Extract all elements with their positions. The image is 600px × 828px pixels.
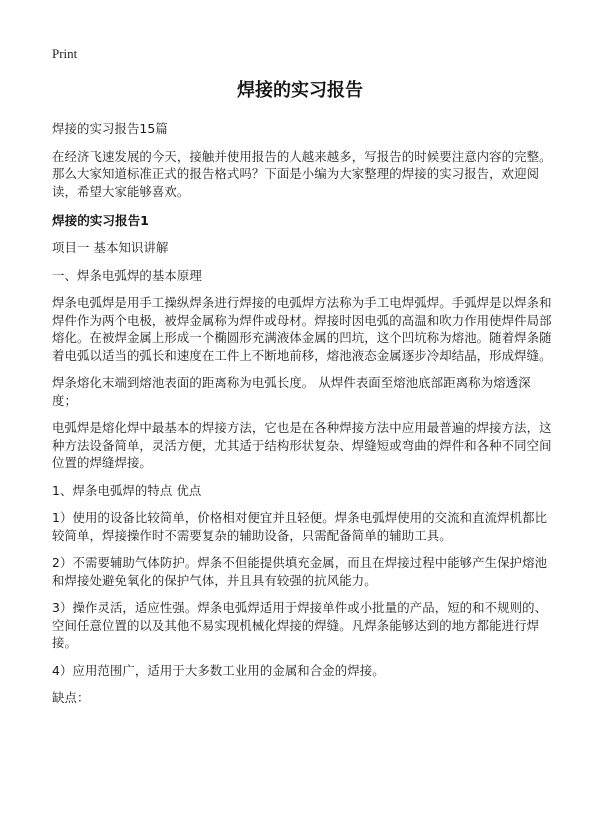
page-title: 焊接的实习报告: [237, 80, 363, 101]
advantage-item: 1）使用的设备比较简单，价格相对便宜并且轻便。焊条电弧焊使用的交流和直流焊机都比较简单，焊接操作时不需要复杂的辅助设备，只需配备简单的辅助工具。: [52, 510, 548, 543]
application-paragraph: 电弧焊是熔化焊中最基本的焊接方法，它也是在各种焊接方法中应用最普遍的焊接方法，这种方法设备简单，灵活方便，尤其适于结构形状复杂、焊缝短或弯曲的焊件和各种不同空间位置的焊缝焊接。: [52, 420, 552, 470]
advantage-item: 2）不需要辅助气体防护。焊条不但能提供填充金属，而且在焊接过程中能够产生保护熔池和焊接处避免氧化的保护气体，并且具有较强的抗风能力。: [52, 555, 548, 588]
arc-length-paragraph: 焊条熔化末端到熔池表面的距离称为电弧长度。 从焊件表面至熔池底部距离称为熔透深度；: [52, 375, 531, 408]
project-line: 项目一 基本知识讲解: [52, 240, 169, 255]
section-heading: 焊接的实习报告1: [52, 213, 149, 228]
print-link[interactable]: Print: [52, 46, 78, 61]
principle-paragraph: 焊条电弧焊是用手工操纵焊条进行焊接的电弧焊方法称为手工电焊弧焊。手弧焊是以焊条和焊件作为两个电极，被焊金属称为焊件或母材。焊接时因电弧的高温和吹力作用使焊件局部熔化。在被焊金属上形成一个椭圆形充满液体金属的凹坑，这个凹坑称为熔池。随着焊条随着电弧以适当的弧长和速度在工件上不断地前移，熔池液态金属逐步冷却结晶，形成焊缝。: [52, 295, 552, 363]
features-heading: 1、焊条电弧焊的特点 优点: [52, 482, 202, 498]
intro-paragraph: 在经济飞速发展的今天，接触并使用报告的人越来越多，写报告的时候要注意内容的完整。那么大家知道标准正式的报告格式吗？下面是小编为大家整理的焊接的实习报告，欢迎阅读，希望大家能够喜欢。: [52, 148, 552, 199]
disadvantages-label: 缺点：: [52, 690, 90, 705]
advantage-item: 4）应用范围广，适用于大多数工业用的金属和合金的焊接。: [52, 662, 385, 678]
principle-heading: 一、焊条电弧焊的基本原理: [52, 267, 202, 283]
document-body: [52, 120, 552, 707]
document-subtitle: 焊接的实习报告15篇: [52, 121, 168, 136]
advantage-item: 3）操作灵活，适应性强。焊条电弧焊适用于焊接单件或小批量的产品，短的和不规则的、空间任意位置的以及其他不易实现机械化焊接的焊缝。凡焊条能够达到的地方都能进行焊接。: [52, 600, 548, 650]
